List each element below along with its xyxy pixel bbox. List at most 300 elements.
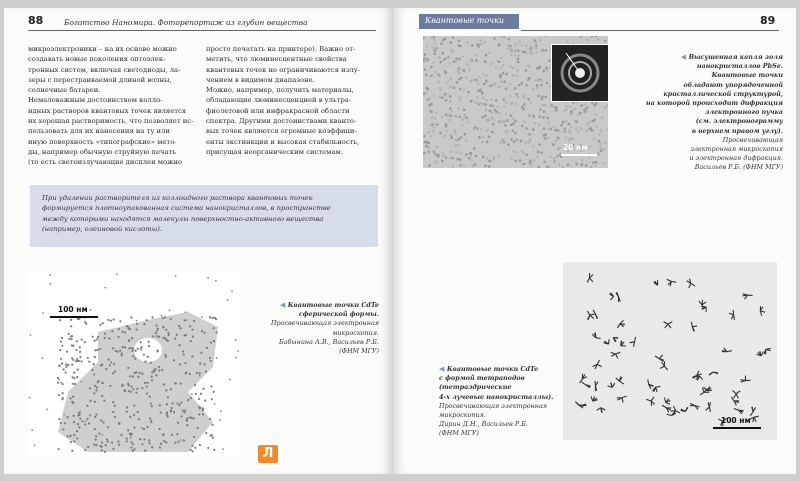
particle [151, 379, 153, 381]
particle [65, 366, 67, 368]
particle [133, 414, 135, 416]
tetrapod-arm [671, 281, 676, 282]
caption-line: Просвечивающая [722, 135, 783, 144]
particle [441, 115, 444, 118]
particle [456, 158, 459, 161]
particle [60, 365, 62, 367]
particle [461, 68, 464, 71]
body-text-line: енты экстинкции и высокая стабильность, [206, 137, 360, 146]
particle [132, 375, 134, 377]
particle [529, 138, 532, 141]
particle [542, 49, 545, 52]
particle [146, 319, 148, 321]
tetrapod-arm [620, 381, 624, 384]
particle [597, 151, 600, 154]
tetrapod-arm [689, 283, 691, 288]
particle [432, 61, 435, 64]
particle [182, 350, 184, 352]
particle [117, 336, 119, 338]
particle [177, 422, 179, 424]
particle [72, 345, 74, 347]
particle [42, 312, 44, 314]
particle [60, 422, 62, 424]
particle [532, 115, 535, 118]
particle [521, 125, 524, 128]
caption-arrow-icon: ◀ [680, 52, 689, 61]
particle [46, 408, 48, 410]
callout-line: формируется плотноупакованная система нанокристаллов, в пространстве [42, 204, 331, 213]
caption-bold-line: Квантовые точки [711, 71, 783, 80]
particle [485, 80, 488, 83]
particle [156, 329, 158, 331]
particle [237, 350, 239, 352]
particle [493, 37, 496, 40]
tetrapod-arm [664, 322, 668, 324]
tetrapod-arm [736, 391, 740, 394]
particle [521, 82, 524, 85]
particle [496, 106, 499, 109]
particle [462, 88, 465, 91]
particle [96, 386, 98, 388]
particle [538, 124, 541, 127]
particle [172, 402, 174, 404]
particle [130, 441, 132, 443]
particle [510, 124, 513, 127]
particle [500, 57, 503, 60]
particle [57, 377, 59, 379]
particle [588, 121, 591, 124]
particle [66, 435, 68, 437]
particle [484, 164, 487, 167]
particle [81, 381, 83, 383]
particle [147, 356, 149, 358]
particle [536, 84, 539, 87]
particle [191, 445, 193, 447]
particle [525, 69, 528, 72]
particle [156, 350, 158, 352]
particle [134, 350, 136, 352]
particle [553, 105, 556, 108]
particle [212, 437, 214, 439]
header-rule [28, 30, 376, 31]
tetrapod-arm [665, 398, 666, 403]
particle [514, 43, 517, 46]
text-column-1 [28, 44, 195, 168]
particle [475, 54, 478, 57]
particle [426, 88, 429, 91]
particle [102, 322, 104, 324]
particle [62, 428, 64, 430]
particle [215, 318, 217, 320]
particle [85, 420, 87, 422]
particle [499, 141, 502, 144]
particle [537, 151, 540, 154]
particle [57, 382, 59, 384]
particle [427, 141, 430, 144]
particle [222, 448, 224, 450]
particle [72, 359, 74, 361]
particle [77, 318, 79, 320]
tetrapod-arm [646, 399, 651, 400]
particle [493, 158, 496, 161]
particle [433, 53, 436, 56]
particle [78, 426, 80, 428]
particle [210, 435, 212, 437]
particle [95, 413, 97, 415]
particle [459, 158, 462, 161]
particle [482, 97, 485, 100]
particle [202, 388, 204, 390]
running-head: Богатство Наномира. Фоторепортаж из глубин вещества [64, 18, 308, 27]
particle [178, 325, 180, 327]
particle [538, 78, 541, 81]
particle [448, 113, 451, 116]
particle [562, 130, 565, 133]
particle [199, 444, 201, 446]
particle [523, 121, 526, 124]
particle [539, 39, 542, 42]
particle [423, 135, 426, 138]
caption-bold-line: ◀ Высушенная капля золя [680, 52, 783, 61]
tetrapod-arm [699, 376, 702, 380]
particle [538, 67, 541, 70]
particle [499, 67, 502, 70]
particle [162, 434, 164, 436]
particle [97, 349, 99, 351]
particle [121, 352, 123, 354]
particle [423, 68, 426, 71]
particle [492, 156, 495, 159]
particle [483, 41, 486, 44]
particle [464, 113, 467, 116]
figure-caption [244, 300, 379, 356]
particle [34, 444, 36, 446]
particle [151, 375, 153, 377]
caption-bold-line: кристаллической структурой, [663, 89, 783, 98]
particle [184, 362, 186, 364]
particle [118, 328, 120, 330]
particle [540, 84, 543, 87]
caption-line: микроскопия. [439, 411, 486, 420]
particle [433, 39, 436, 42]
particle [138, 418, 140, 420]
particle [446, 81, 449, 84]
particle [509, 83, 512, 86]
body-text-line: чением в видимом диапазоне. [206, 75, 315, 84]
particle [461, 55, 464, 58]
particle [511, 102, 514, 105]
tetrapod-arm [620, 320, 624, 323]
pbse-micrograph [423, 36, 608, 168]
particle [567, 163, 570, 166]
tetrapod-arm [597, 408, 601, 411]
particle [135, 392, 137, 394]
particle [512, 117, 515, 120]
particle [178, 404, 180, 406]
micrograph-image [28, 272, 240, 457]
particle [179, 344, 181, 346]
particle [492, 105, 495, 108]
particle [105, 444, 107, 446]
particle [140, 346, 142, 348]
particle [558, 146, 561, 149]
particle [539, 115, 542, 118]
particle [193, 320, 195, 322]
particle [146, 426, 148, 428]
tetrapod-arm [651, 401, 652, 406]
particle [235, 357, 237, 359]
particle [478, 136, 481, 139]
particle [490, 98, 493, 101]
particle [170, 318, 172, 320]
particle [209, 357, 211, 359]
particle [448, 63, 451, 66]
cdte-tetrapod-micrograph [563, 262, 777, 440]
particle [431, 117, 434, 120]
body-text-line: зеры с перестраиваемой длиной волны, [28, 75, 172, 84]
tetrapod-arm [706, 407, 710, 410]
particle [432, 130, 435, 133]
particle [58, 379, 60, 381]
particle [79, 417, 81, 419]
caption-arrow-icon: ◀ [439, 364, 447, 373]
particle [60, 382, 62, 384]
particle [209, 316, 211, 318]
particle [503, 141, 506, 144]
particle [121, 331, 123, 333]
particle [193, 417, 195, 419]
tetrapod-arm [656, 387, 658, 392]
particle [57, 448, 59, 450]
particle [514, 139, 517, 142]
particle [445, 125, 448, 128]
particle [94, 428, 96, 430]
particle [501, 36, 504, 38]
particle [227, 299, 229, 301]
body-text-line: просто печатать на принтере). Важно от- [206, 45, 356, 53]
particle [93, 443, 95, 445]
particle [105, 368, 107, 370]
particle [182, 409, 184, 411]
particle [219, 419, 221, 421]
particle [517, 58, 520, 61]
diffraction-pattern-inset [551, 44, 608, 102]
particle [136, 328, 138, 330]
particle [151, 316, 153, 318]
particle [89, 414, 91, 416]
particle [147, 382, 149, 384]
particle [203, 363, 205, 365]
particle [201, 316, 203, 318]
particle [479, 39, 482, 42]
particle [500, 81, 503, 84]
particle [178, 441, 180, 443]
tetrapod-arm [727, 351, 732, 352]
particle [200, 352, 202, 354]
particle [135, 371, 137, 373]
particle [468, 157, 471, 160]
particle [138, 372, 140, 374]
particle [524, 51, 527, 54]
particle [112, 401, 114, 403]
particle [116, 351, 118, 353]
particle [520, 140, 523, 143]
particle [425, 74, 428, 77]
particle [577, 130, 580, 133]
particle [93, 363, 95, 365]
particle [530, 101, 533, 104]
tetrapod-arm [668, 322, 672, 324]
particle [450, 41, 453, 44]
particle [512, 67, 515, 70]
section-header [419, 14, 519, 29]
particle [504, 37, 507, 40]
particle [112, 448, 114, 450]
particle [462, 118, 465, 121]
particle [71, 450, 73, 452]
particle [440, 42, 443, 45]
particle [484, 103, 487, 106]
particle [164, 354, 166, 356]
particle [506, 130, 509, 133]
particle [194, 384, 196, 386]
tetrapod-arm [620, 324, 625, 325]
body-text-line: пользовать для их нанесения на ту или [28, 127, 170, 136]
particle [159, 446, 161, 448]
particle [206, 347, 208, 349]
particle [595, 125, 598, 128]
tetrapod-arm [659, 355, 662, 359]
body-text-line: Можно, например, получить материалы, [206, 86, 354, 95]
particle [199, 372, 201, 374]
particle [484, 60, 487, 63]
particle [595, 161, 598, 164]
particle [112, 372, 114, 374]
particle [501, 120, 504, 123]
particle [113, 318, 115, 320]
particle [439, 86, 442, 89]
particle [545, 49, 548, 52]
tetrapod-arm [597, 364, 602, 366]
particle [75, 360, 77, 362]
particle [553, 160, 556, 163]
particle [435, 153, 438, 156]
particle [480, 128, 483, 131]
particle [101, 395, 103, 397]
tetrapod-arm [676, 411, 680, 413]
particle [94, 416, 96, 418]
micrograph-image [563, 262, 777, 440]
particle [235, 339, 237, 341]
particle [58, 394, 60, 396]
particle [136, 388, 138, 390]
particle [569, 132, 572, 135]
particle [167, 396, 169, 398]
particle [467, 91, 470, 94]
particle [156, 335, 158, 337]
particle [211, 398, 213, 400]
tetrapod-arm [667, 279, 672, 281]
particle [485, 109, 488, 112]
particle [132, 388, 134, 390]
particle [484, 115, 487, 118]
particle [176, 433, 178, 435]
particle [122, 346, 124, 348]
particle [77, 423, 79, 425]
tetrapod-arm [700, 392, 704, 395]
particle [465, 76, 468, 79]
particle [132, 348, 134, 350]
particle [579, 112, 582, 115]
particle [591, 129, 594, 132]
particle [583, 103, 586, 106]
particle [598, 133, 601, 136]
particle [510, 53, 513, 56]
particle [107, 426, 109, 428]
particle [546, 165, 549, 168]
tetrapod-arm [734, 394, 736, 398]
particle [148, 341, 150, 343]
particle [530, 164, 533, 167]
particle [471, 44, 474, 47]
particle [71, 364, 73, 366]
tetrapod-arm [680, 410, 685, 411]
tetrapod-arm [733, 310, 734, 315]
particle [544, 137, 547, 140]
particle [575, 120, 578, 123]
particle [525, 127, 528, 130]
particle [100, 446, 102, 448]
particle [529, 113, 532, 116]
particle [449, 78, 452, 81]
caption-line: Просвечивающая электронная [270, 319, 379, 328]
particle [565, 105, 568, 108]
particle [171, 434, 173, 436]
particle [97, 381, 99, 383]
particle [94, 385, 96, 387]
particle [580, 164, 583, 167]
particle [150, 362, 152, 364]
particle [466, 117, 469, 120]
particle [454, 144, 457, 147]
tetrapod-arm [595, 382, 598, 386]
particle [585, 164, 588, 167]
particle [423, 37, 425, 40]
right-page [393, 8, 796, 474]
particle [78, 414, 80, 416]
body-text-line: метить, что люминесцентные свойства [206, 55, 347, 64]
particle [86, 418, 88, 420]
particle [570, 137, 573, 140]
tetrapod-arm [655, 356, 659, 359]
particle [525, 84, 528, 87]
particle [126, 438, 128, 440]
particle [539, 108, 542, 111]
tetrapod-arm [662, 405, 666, 408]
particle [572, 108, 575, 111]
particle [598, 140, 601, 143]
particle [517, 61, 520, 64]
particle [495, 66, 498, 69]
particle [174, 442, 176, 444]
particle [427, 131, 430, 134]
particle [519, 159, 522, 162]
particle [213, 340, 215, 342]
particle [104, 337, 106, 339]
scale-bar [50, 316, 98, 318]
particle [477, 45, 480, 48]
particle [515, 93, 518, 96]
